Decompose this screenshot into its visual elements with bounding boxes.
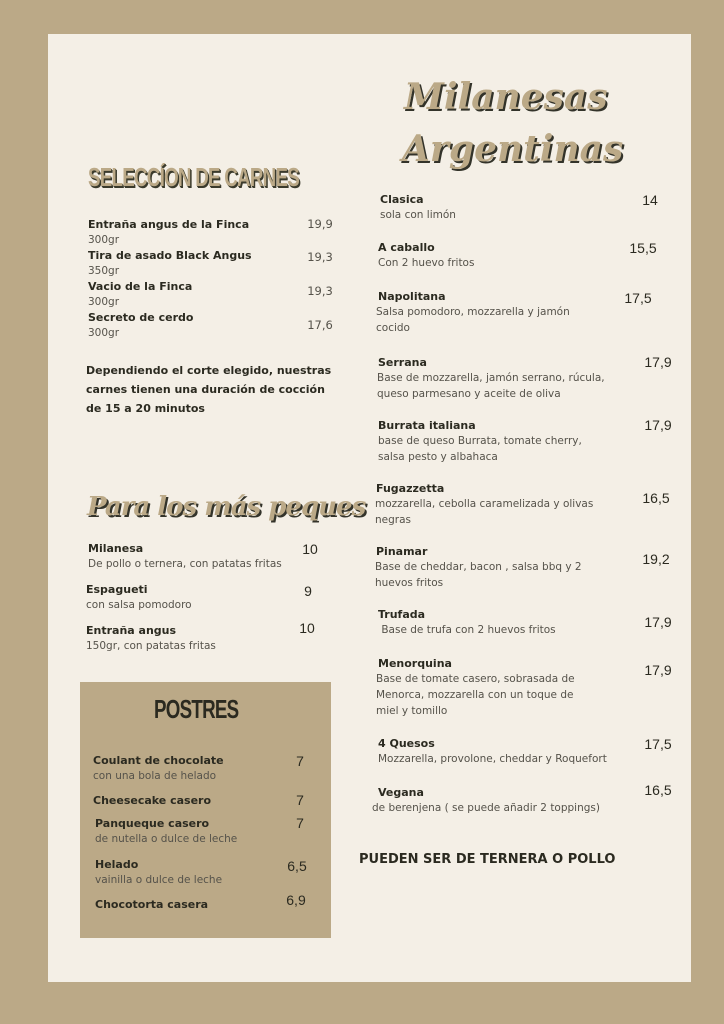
postres-item-name: Coulant de chocolate [93, 754, 224, 767]
carnes-item-price: 19,9 [307, 217, 333, 231]
milanesas-item-name: Trufada [378, 608, 426, 621]
peques-item-price: 9 [304, 583, 312, 599]
carnes-item-price: 17,6 [307, 318, 333, 332]
milanesas-item-desc: Mozzarella, provolone, cheddar y Roquefort [378, 753, 607, 765]
milanesas-item-name: Burrata italiana [378, 419, 476, 432]
carnes-item-name: Tira de asado Black Angus [88, 249, 252, 262]
milanesas-item-name: Fugazzetta [376, 482, 445, 495]
milanesas-item-price: 17,9 [644, 354, 672, 370]
milanesas-item-name: Pinamar [376, 545, 428, 558]
milanesas-title-line2: Argentinas [402, 128, 624, 170]
peques-item-desc: con salsa pomodoro [86, 599, 192, 611]
milanesas-item-price: 17,9 [644, 614, 672, 630]
peques-item-desc: 150gr, con patatas fritas [86, 640, 216, 652]
carnes-item-name: Vacio de la Finca [88, 280, 193, 293]
postres-item-name: Cheesecake casero [93, 794, 212, 807]
postres-title: POSTRES [154, 694, 239, 724]
carnes-item-desc: 300gr [88, 234, 120, 246]
carnes-note: Dependiendo el corte elegido, nuestras carnes tienen una duración de cocción de 15 a 20 minutos [86, 364, 332, 415]
milanesas-item-name: 4 Quesos [378, 737, 435, 750]
peques-item-name: Espagueti [86, 583, 148, 596]
milanesas-item-name: A caballo [378, 241, 435, 254]
postres-item-name: Helado [95, 858, 139, 871]
peques-title: Para los más peques [87, 492, 366, 522]
milanesas-item-desc: Con 2 huevo fritos [378, 257, 475, 269]
milanesas-item-name: Clasica [380, 193, 424, 206]
milanesas-item-price: 16,5 [644, 782, 672, 798]
milanesas-item-price: 17,9 [644, 662, 672, 678]
postres-item-name: Panqueque casero [95, 817, 210, 830]
peques-item-name: Entraña angus [86, 624, 177, 637]
carnes-item-desc: 350gr [88, 265, 120, 277]
milanesas-title-line1: Milanesas [404, 76, 608, 118]
postres-item-price: 7 [296, 753, 304, 769]
peques-item-name: Milanesa [88, 542, 144, 555]
milanesas-item-desc: de berenjena ( se puede añadir 2 toppings) [372, 802, 600, 814]
postres-item-desc: vainilla o dulce de leche [95, 874, 223, 886]
postres-item-name: Chocotorta casera [95, 898, 209, 911]
carnes-item-price: 19,3 [307, 250, 333, 264]
peques-item-price: 10 [299, 620, 315, 636]
milanesas-item-name: Napolitana [378, 290, 446, 303]
carnes-title: SELECCÍON DE CARNES [88, 162, 299, 192]
postres-item-price: 6,5 [287, 858, 307, 874]
carnes-item-desc: 300gr [88, 327, 120, 339]
postres-item-desc: con una bola de helado [93, 770, 217, 782]
carnes-item-name: Entraña angus de la Finca [88, 218, 250, 231]
milanesas-item-name: Menorquina [378, 657, 452, 670]
carnes-item-price: 19,3 [307, 284, 333, 298]
postres-item-desc: de nutella o dulce de leche [95, 833, 238, 845]
peques-item-desc: De pollo o ternera, con patatas fritas [88, 558, 282, 570]
milanesas-item-desc: mozzarella, cebolla caramelizada y olivas negras [375, 498, 594, 526]
milanesas-item-price: 19,2 [642, 551, 670, 567]
peques-item-price: 10 [302, 541, 318, 557]
milanesas-item-price: 15,5 [629, 240, 657, 256]
milanesas-item-name: Serrana [378, 356, 427, 369]
milanesas-item-price: 14 [642, 192, 658, 208]
carnes-item-name: Secreto de cerdo [88, 311, 194, 324]
milanesas-item-desc: Base de cheddar, bacon , salsa bbq y 2 huevos fritos [375, 561, 582, 589]
milanesas-item-desc: Base de trufa con 2 huevos fritos [378, 624, 556, 636]
milanesas-item-desc: Salsa pomodoro, mozzarella y jamón cocido [376, 306, 570, 334]
milanesas-item-price: 17,5 [624, 290, 652, 306]
postres-item-price: 7 [296, 815, 304, 831]
milanesas-item-name: Vegana [378, 786, 424, 799]
milanesas-item-price: 17,5 [644, 736, 672, 752]
postres-item-price: 7 [296, 792, 304, 808]
milanesas-item-desc: sola con limón [380, 209, 456, 221]
milanesas-footer: PUEDEN SER DE TERNERA O POLLO [359, 852, 616, 867]
milanesas-item-price: 16,5 [642, 490, 670, 506]
postres-item-price: 6,9 [286, 892, 306, 908]
carnes-item-desc: 300gr [88, 296, 120, 308]
milanesas-item-desc: base de queso Burrata, tomate cherry, salsa pesto y albahaca [378, 435, 582, 463]
milanesas-item-price: 17,9 [644, 417, 672, 433]
milanesas-item-desc: Base de mozzarella, jamón serrano, rúcula, queso parmesano y aceite de oliva [377, 372, 605, 400]
milanesas-item-desc: Base de tomate casero, sobrasada de Menorca, mozzarella con un toque de miel y tomillo [376, 673, 575, 717]
